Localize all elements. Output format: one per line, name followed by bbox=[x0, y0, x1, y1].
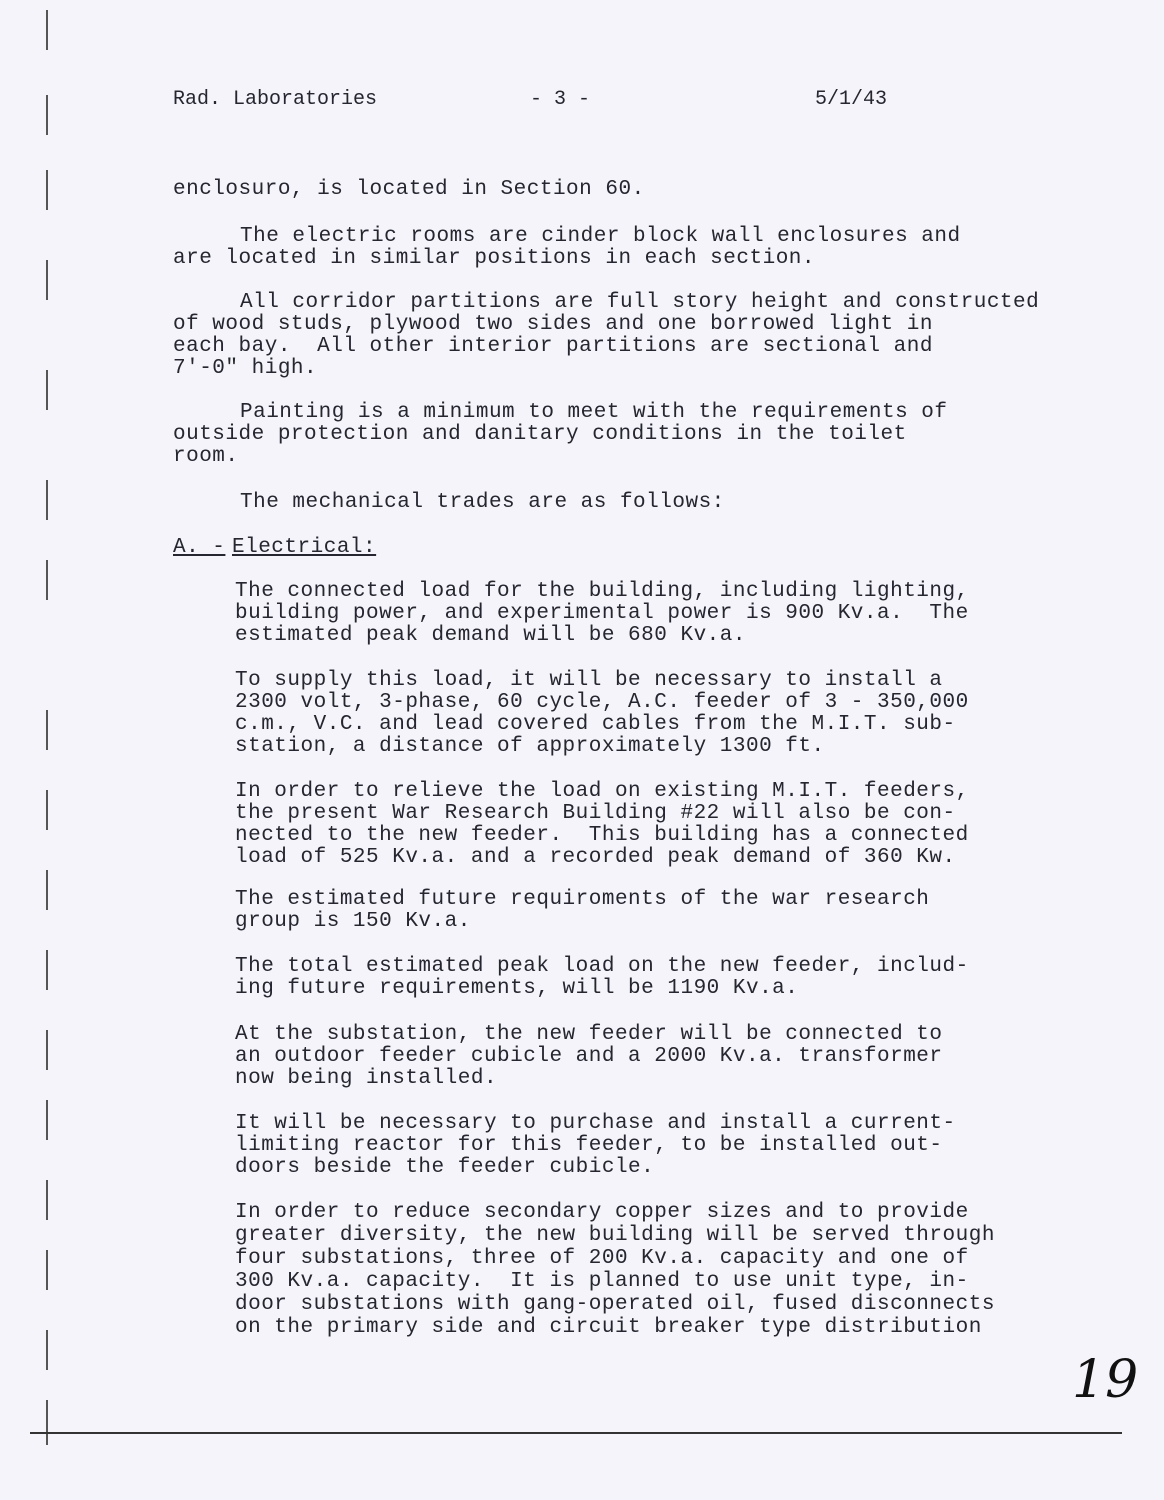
text-line: outside protection and danitary conditions in the toilet bbox=[173, 423, 907, 446]
section-title: Electrical: bbox=[232, 536, 377, 559]
text-line: The estimated future requiroments of the war research bbox=[235, 888, 930, 911]
text-line: In order to relieve the load on existing M.I.T. feeders, bbox=[235, 780, 969, 803]
section-letter: A. - bbox=[173, 536, 226, 559]
text-line: enclosuro, is located in Section 60. bbox=[173, 178, 645, 201]
text-line: the present War Research Building #22 will also be con- bbox=[235, 802, 956, 825]
text-line: each bay. All other interior partitions are sectional and bbox=[173, 335, 933, 358]
text-line: The connected load for the building, including lighting, bbox=[235, 580, 969, 603]
text-line: four substations, three of 200 Kv.a. capacity and one of bbox=[235, 1247, 969, 1270]
text-line: In order to reduce secondary copper sizes and to provide bbox=[235, 1201, 969, 1224]
text-line: To supply this load, it will be necessary to install a bbox=[235, 669, 943, 692]
text-line: load of 525 Kv.a. and a recorded peak demand of 360 Kw. bbox=[235, 846, 956, 869]
text-line: now being installed. bbox=[235, 1067, 498, 1090]
text-line: The total estimated peak load on the new feeder, includ- bbox=[235, 955, 969, 978]
margin-mark bbox=[46, 10, 48, 50]
text-line: It will be necessary to purchase and install a current- bbox=[235, 1112, 956, 1135]
text-line: station, a distance of approximately 1300 ft. bbox=[235, 735, 825, 758]
text-line: room. bbox=[173, 445, 239, 468]
margin-mark bbox=[46, 1030, 48, 1070]
text-line: All corridor partitions are full story height and constructed bbox=[240, 291, 1040, 314]
margin-mark bbox=[46, 370, 48, 410]
text-line: The electric rooms are cinder block wall enclosures and bbox=[240, 225, 961, 248]
header-page: - 3 - bbox=[530, 88, 591, 111]
margin-mark bbox=[46, 480, 48, 520]
margin-mark bbox=[46, 1180, 48, 1220]
margin-mark bbox=[46, 1100, 48, 1140]
text-line: 300 Kv.a. capacity. It is planned to use unit type, in- bbox=[235, 1270, 969, 1293]
margin-mark bbox=[46, 170, 48, 210]
margin-mark bbox=[46, 950, 48, 990]
text-line: The mechanical trades are as follows: bbox=[240, 491, 725, 514]
text-line: nected to the new feeder. This building has a connected bbox=[235, 824, 969, 847]
text-line: door substations with gang-operated oil, fused disconnects bbox=[235, 1293, 995, 1316]
header-date: 5/1/43 bbox=[815, 88, 888, 111]
margin-mark bbox=[46, 790, 48, 830]
text-line: 7'-0" high. bbox=[173, 357, 318, 380]
margin-mark bbox=[46, 1400, 48, 1445]
text-line: c.m., V.C. and lead covered cables from the M.I.T. sub- bbox=[235, 713, 956, 736]
margin-mark bbox=[46, 1330, 48, 1370]
text-line: 2300 volt, 3-phase, 60 cycle, A.C. feeder of 3 - 350,000 bbox=[235, 691, 969, 714]
text-line: greater diversity, the new building will be served through bbox=[235, 1224, 995, 1247]
text-line: of wood studs, plywood two sides and one borrowed light in bbox=[173, 313, 933, 336]
margin-mark bbox=[46, 260, 48, 300]
margin-mark bbox=[46, 710, 48, 750]
text-line: group is 150 Kv.a. bbox=[235, 910, 471, 933]
text-line: an outdoor feeder cubicle and a 2000 Kv.a. transformer bbox=[235, 1045, 943, 1068]
margin-mark bbox=[46, 870, 48, 910]
text-line: doors beside the feeder cubicle. bbox=[235, 1156, 655, 1179]
bottom-rule bbox=[30, 1432, 1122, 1434]
text-line: Painting is a minimum to meet with the requirements of bbox=[240, 401, 948, 424]
text-line: building power, and experimental power is 900 Kv.a. The bbox=[235, 602, 969, 625]
margin-mark bbox=[46, 1250, 48, 1290]
handwritten-page-number: 19 bbox=[1072, 1350, 1139, 1410]
text-line: ing future requirements, will be 1190 Kv.a. bbox=[235, 977, 799, 1000]
header-left: Rad. Laboratories bbox=[173, 88, 378, 111]
text-line: At the substation, the new feeder will be connected to bbox=[235, 1023, 943, 1046]
text-line: limiting reactor for this feeder, to be installed out- bbox=[235, 1134, 943, 1157]
text-line: are located in similar positions in each section. bbox=[173, 247, 816, 270]
margin-mark bbox=[46, 560, 48, 600]
text-line: on the primary side and circuit breaker type distribution bbox=[235, 1316, 982, 1339]
margin-mark bbox=[46, 95, 48, 135]
text-line: estimated peak demand will be 680 Kv.a. bbox=[235, 624, 746, 647]
